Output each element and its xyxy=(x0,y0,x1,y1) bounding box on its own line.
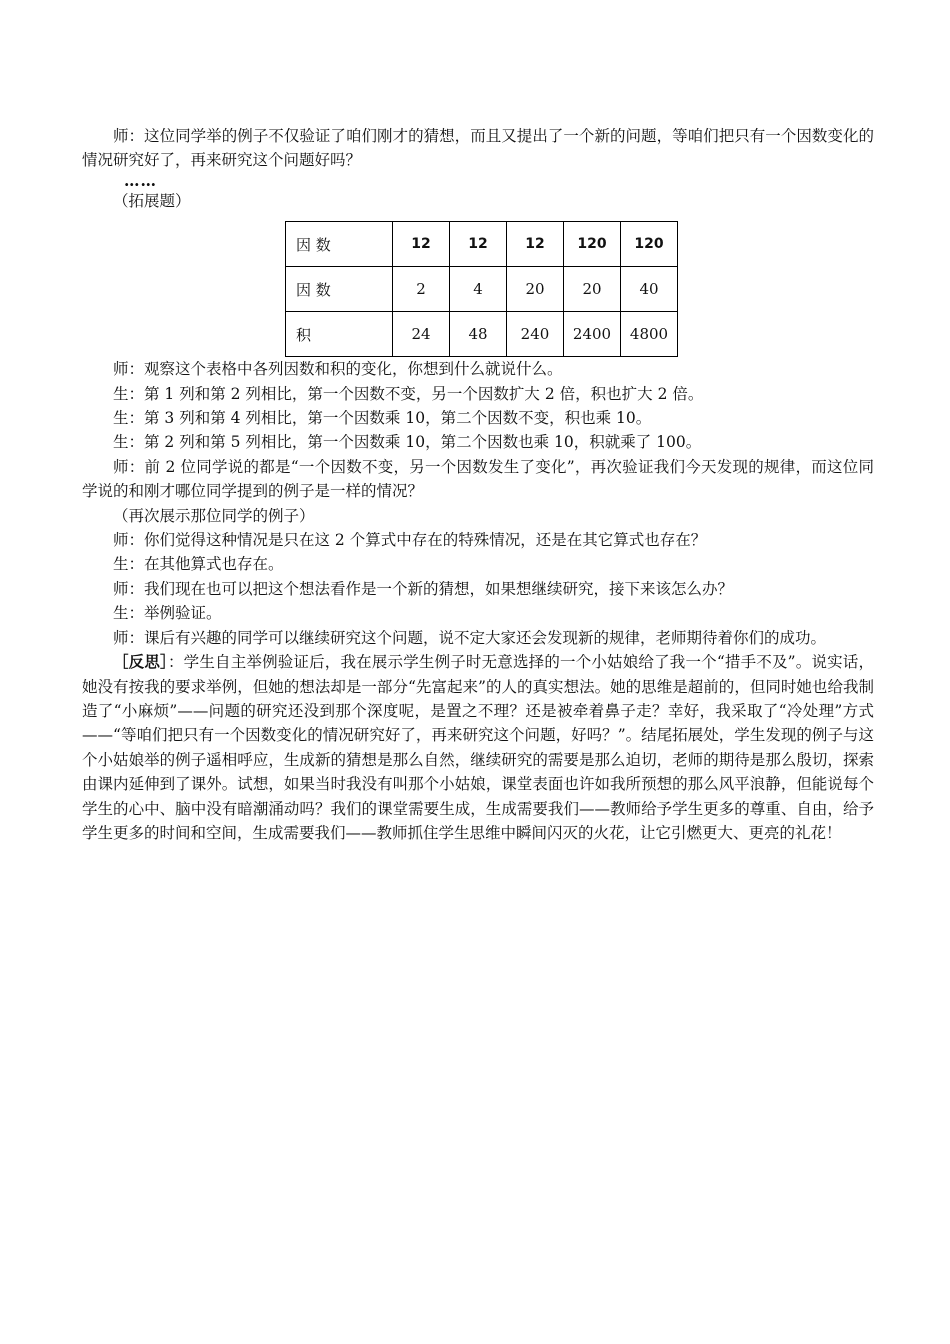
paragraph-teacher-summary: 师：前 2 位同学说的都是“一个因数不变，另一个因数发生了变化”，再次验证我们今天发现的规律，而这位同学说的和刚才哪位同学提到的例子是一样的情况？ xyxy=(82,457,874,501)
table-cell: 120 xyxy=(621,222,678,267)
table-row-label: 因 数 xyxy=(286,222,393,267)
table-cell: 120 xyxy=(564,222,621,267)
table-cell: 4800 xyxy=(621,312,678,357)
paragraph-reflection xyxy=(82,650,874,845)
table-cell: 12 xyxy=(507,222,564,267)
ellipsis: …… xyxy=(124,170,157,190)
reflection-label: ［反思］ xyxy=(113,652,168,672)
table-cell: 12 xyxy=(393,222,450,267)
table-cell: 24 xyxy=(393,312,450,357)
paragraph-teacher-question: 师：你们觉得这种情况是只在这 2 个算式中存在的特殊情况，还是在其它算式也存在？ xyxy=(113,531,707,550)
paragraph-teacher-closing: 师：课后有兴趣的同学可以继续研究这个问题，说不定大家还会发现新的规律，老师期待着你们的成功。 xyxy=(113,628,827,647)
factor-table xyxy=(285,221,678,357)
table-cell: 240 xyxy=(507,312,564,357)
table-cell: 48 xyxy=(450,312,507,357)
table-cell: 20 xyxy=(507,267,564,312)
table-cell: 4 xyxy=(450,267,507,312)
paragraph-teacher-next: 师：我们现在也可以把这个想法看作是一个新的猜想，如果想继续研究，接下来该怎么办？ xyxy=(113,579,734,598)
table-cell: 40 xyxy=(621,267,678,312)
reflection-text: ：学生自主举例验证后，我在展示学生例子时无意选择的一个小姑娘给了我一个“措手不及”。说实话，她没有按我的要求举例，但她的想法却是一部分“先富起来”的人的真实想法。她的思维是超前的，但同时她也给我制造了“小麻烦”——问题的研究还没到那个深度呢，是置之不理？还是被牵着鼻子走？幸好，我采取了“冷处理”方式——“等咱们把只有一个因数变化的情况研究好了，再来研究这个问题，好吗？”。结尾拓展处，学生发现的例子与这个小姑娘举的例子遥相呼应，生成新的猜想是那么自然，继续研究的需要是那么迫切，老师的期待是那么殷切，探索由课内延伸到了课外。试想，如果当时我没有叫那个小姑娘，课堂表面也许如我所预想的那么风平浪静，但能说每个学生的心中、脑中没有暗潮涌动吗？我们的课堂需要生成，生成需要我们——教师给予学生更多的尊重、自由，给予学生更多的时间和空间，生成需要我们——教师抓住学生思维中瞬间闪灭的火花，让它引燃更大、更亮的礼花！ xyxy=(82,653,874,842)
table-cell: 2 xyxy=(393,267,450,312)
paragraph-student-verify: 生：举例验证。 xyxy=(113,604,222,623)
table-cell: 20 xyxy=(564,267,621,312)
factor-table-wrapper xyxy=(285,221,874,357)
document-page xyxy=(82,124,874,845)
table-row xyxy=(286,222,678,267)
paragraph-student-3: 生：第 2 列和第 5 列相比，第一个因数乘 10，第二个因数也乘 10，积就乘了 100。 xyxy=(113,433,702,452)
table-row xyxy=(286,267,678,312)
table-cell: 2400 xyxy=(564,312,621,357)
paragraph-show-example: （再次展示那位同学的例子） xyxy=(113,506,315,525)
paragraph-teacher-intro: 师：这位同学举的例子不仅验证了咱们刚才的猜想，而且又提出了一个新的问题，等咱们把只有一个因数变化的情况研究好了，再来研究这个问题好吗？ xyxy=(82,127,874,170)
paragraph-student-1: 生：第 1 列和第 2 列相比，第一个因数不变，另一个因数扩大 2 倍，积也扩大 2 倍。 xyxy=(113,384,704,403)
extension-label: （拓展题） xyxy=(113,191,191,210)
table-row-label: 因 数 xyxy=(286,267,393,312)
table-cell: 12 xyxy=(450,222,507,267)
paragraph-student-2: 生：第 3 列和第 4 列相比，第一个因数乘 10，第二个因数不变，积也乘 10。 xyxy=(113,409,652,428)
table-row-label: 积 xyxy=(286,312,393,357)
table-row xyxy=(286,312,678,357)
paragraph-student-answer: 生：在其他算式也存在。 xyxy=(113,555,284,574)
paragraph-teacher-observe: 师：观察这个表格中各列因数和积的变化，你想到什么就说什么。 xyxy=(113,360,563,379)
